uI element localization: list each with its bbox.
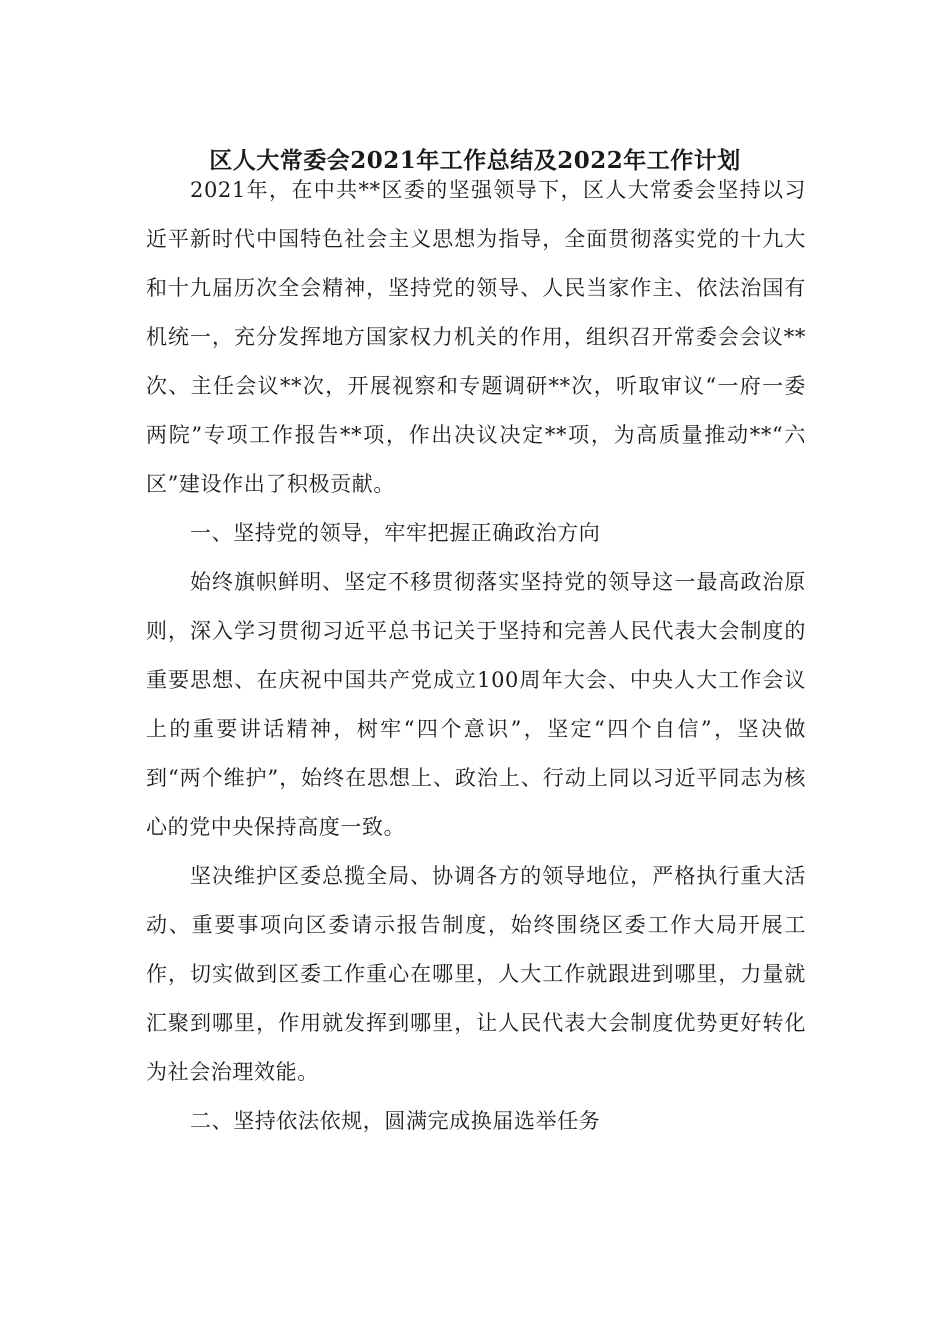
- document-title: 区人大常委会2021年工作总结及2022年工作计划: [209, 147, 741, 174]
- document-body: [146, 166, 806, 1146]
- section-heading-2: 二、坚持依法依规，圆满完成换届选举任务: [190, 1109, 601, 1133]
- body-paragraph: 坚决维护区委总揽全局、协调各方的领导地位，严格执行重大活动、重要事项向区委请示报告制度，始终围绕区委工作大局开展工作，切实做到区委工作重心在哪里，人大工作就跟进到哪里，力量就汇聚到哪里，作用就发挥到哪里，让人民代表大会制度优势更好转化为社会治理效能。: [146, 864, 806, 1084]
- body-paragraph: 始终旗帜鲜明、坚定不移贯彻落实坚持党的领导这一最高政治原则，深入学习贯彻习近平总书记关于坚持和完善人民代表大会制度的重要思想、在庆祝中国共产党成立100周年大会、中央人大工作会议上的重要讲话精神，树牢“四个意识”，坚定“四个自信”，坚决做到“两个维护”，始终在思想上、政治上、行动上同以习近平同志为核心的党中央保持高度一致。: [146, 570, 806, 839]
- section-heading-1: 一、坚持党的领导，牢牢把握正确政治方向: [190, 521, 601, 545]
- intro-paragraph: 2021年，在中共**区委的坚强领导下，区人大常委会坚持以习近平新时代中国特色社会主义思想为指导，全面贯彻落实党的十九大和十九届历次全会精神，坚持党的领导、人民当家作主、依法治国有机统一，充分发挥地方国家权力机关的作用，组织召开常委会会议**次、主任会议**次，开展视察和专题调研**次，听取审议“一府一委两院”专项工作报告**项，作出决议决定**项，为高质量推动**“六区”建设作出了积极贡献。: [146, 178, 806, 496]
